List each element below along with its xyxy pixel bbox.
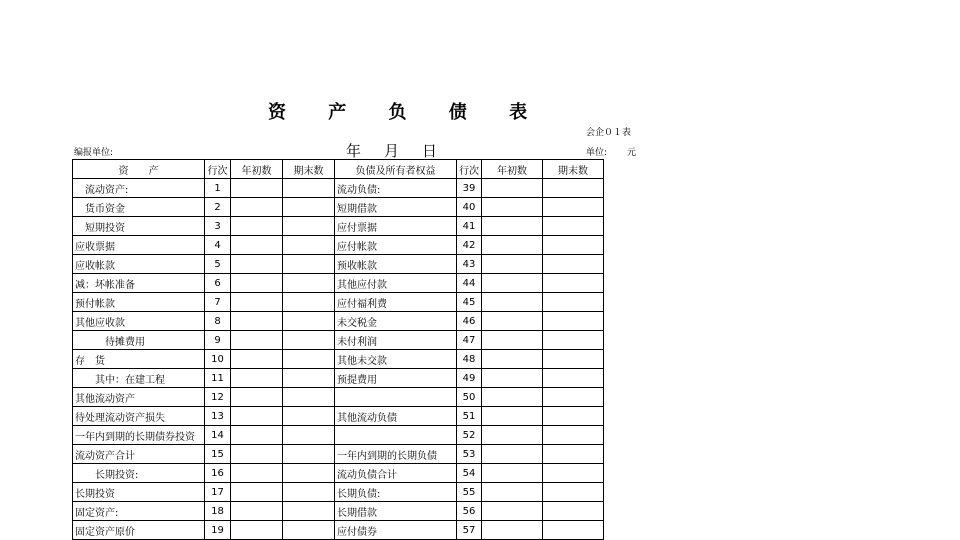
liability-cell[interactable]: 预提费用 <box>335 369 457 388</box>
liability-end-balance-cell[interactable] <box>543 217 604 236</box>
asset-cell[interactable]: 预付帐款 <box>73 293 205 312</box>
end-balance-cell[interactable] <box>283 274 335 293</box>
begin-balance-cell[interactable] <box>231 445 283 464</box>
table-row <box>73 483 604 502</box>
liability-end-balance-cell[interactable] <box>543 502 604 521</box>
begin-balance-cell[interactable] <box>231 274 283 293</box>
begin-balance-cell[interactable] <box>231 521 283 540</box>
liability-cell[interactable]: 流动负债: <box>335 179 457 198</box>
row-no-cell[interactable]: 11 <box>205 369 231 388</box>
liability-begin-balance-cell[interactable] <box>482 445 543 464</box>
liability-begin-balance-cell[interactable] <box>482 293 543 312</box>
liability-row-no-cell[interactable]: 39 <box>457 179 482 198</box>
asset-cell[interactable]: 其他应收款 <box>73 312 205 331</box>
end-balance-cell[interactable] <box>283 198 335 217</box>
row-no-cell[interactable]: 8 <box>205 312 231 331</box>
liability-end-balance-cell[interactable] <box>543 179 604 198</box>
end-balance-cell[interactable] <box>283 331 335 350</box>
liability-begin-balance-cell[interactable] <box>482 502 543 521</box>
liability-cell[interactable]: 其他流动负债 <box>335 407 457 426</box>
form-number: 会企０１表 <box>586 128 632 138</box>
table-row <box>73 236 604 255</box>
reporting-unit-label: 编报单位: <box>74 148 114 158</box>
row-no-cell[interactable]: 4 <box>205 236 231 255</box>
header-row-no[interactable]: 行次 <box>205 160 231 179</box>
liability-cell[interactable]: 应付福利费 <box>335 293 457 312</box>
end-balance-cell[interactable] <box>283 388 335 407</box>
liability-end-balance-cell[interactable] <box>543 464 604 483</box>
end-balance-cell[interactable] <box>283 464 335 483</box>
begin-balance-cell[interactable] <box>231 255 283 274</box>
liability-cell[interactable]: 应付票据 <box>335 217 457 236</box>
sheet-title: 资 产 负 债 表 <box>268 102 546 123</box>
liability-begin-balance-cell[interactable] <box>482 255 543 274</box>
liability-begin-balance-cell[interactable] <box>482 388 543 407</box>
liability-begin-balance-cell[interactable] <box>482 217 543 236</box>
balance-sheet-table <box>72 159 604 540</box>
liability-end-balance-cell[interactable] <box>543 255 604 274</box>
begin-balance-cell[interactable] <box>231 293 283 312</box>
table-row <box>73 331 604 350</box>
date-line: 年 月 日 <box>346 142 442 160</box>
row-no-cell[interactable]: 2 <box>205 198 231 217</box>
asset-cell[interactable]: 一年内到期的长期债券投资 <box>73 426 205 445</box>
row-no-cell[interactable]: 3 <box>205 217 231 236</box>
liability-row-no-cell[interactable]: 56 <box>457 502 482 521</box>
liability-row-no-cell[interactable]: 50 <box>457 388 482 407</box>
asset-cell[interactable]: 固定资产原价 <box>73 521 205 540</box>
asset-cell[interactable]: 货币资金 <box>73 198 205 217</box>
liability-end-balance-cell[interactable] <box>543 350 604 369</box>
end-balance-cell[interactable] <box>283 312 335 331</box>
table-row <box>73 179 604 198</box>
end-balance-cell[interactable] <box>283 350 335 369</box>
header-row <box>73 160 604 179</box>
liability-begin-balance-cell[interactable] <box>482 331 543 350</box>
liability-begin-balance-cell[interactable] <box>482 426 543 445</box>
liability-begin-balance-cell[interactable] <box>482 464 543 483</box>
begin-balance-cell[interactable] <box>231 179 283 198</box>
liability-row-no-cell[interactable]: 55 <box>457 483 482 502</box>
liability-begin-balance-cell[interactable] <box>482 312 543 331</box>
currency-unit-label: 单位: <box>586 148 608 158</box>
row-no-cell[interactable]: 18 <box>205 502 231 521</box>
row-no-cell[interactable]: 1 <box>205 179 231 198</box>
end-balance-cell[interactable] <box>283 179 335 198</box>
end-balance-cell[interactable] <box>283 521 335 540</box>
liability-begin-balance-cell[interactable] <box>482 236 543 255</box>
begin-balance-cell[interactable] <box>231 236 283 255</box>
begin-balance-cell[interactable] <box>231 331 283 350</box>
row-no-cell[interactable]: 14 <box>205 426 231 445</box>
liability-row-no-cell[interactable]: 45 <box>457 293 482 312</box>
row-no-cell[interactable]: 9 <box>205 331 231 350</box>
asset-cell[interactable]: 待处理流动资产损失 <box>73 407 205 426</box>
liability-end-balance-cell[interactable] <box>543 236 604 255</box>
liability-begin-balance-cell[interactable] <box>482 407 543 426</box>
end-balance-cell[interactable] <box>283 426 335 445</box>
begin-balance-cell[interactable] <box>231 388 283 407</box>
liability-cell[interactable] <box>335 426 457 445</box>
liability-row-no-cell[interactable]: 47 <box>457 331 482 350</box>
liability-end-balance-cell[interactable] <box>543 426 604 445</box>
row-no-cell[interactable]: 12 <box>205 388 231 407</box>
asset-cell[interactable]: 其中：在建工程 <box>73 369 205 388</box>
header-begin-balance[interactable]: 年初数 <box>231 160 283 179</box>
begin-balance-cell[interactable] <box>231 198 283 217</box>
liability-row-no-cell[interactable]: 43 <box>457 255 482 274</box>
liability-cell[interactable]: 预收帐款 <box>335 255 457 274</box>
liability-end-balance-cell[interactable] <box>543 445 604 464</box>
liability-end-balance-cell[interactable] <box>543 274 604 293</box>
liability-cell[interactable]: 短期借款 <box>335 198 457 217</box>
liability-row-no-cell[interactable]: 54 <box>457 464 482 483</box>
liability-end-balance-cell[interactable] <box>543 521 604 540</box>
end-balance-cell[interactable] <box>283 483 335 502</box>
currency-unit-value: 元 <box>627 148 637 158</box>
row-no-cell[interactable]: 17 <box>205 483 231 502</box>
table-row <box>73 426 604 445</box>
header-begin-balance-2[interactable]: 年初数 <box>482 160 543 179</box>
liability-row-no-cell[interactable]: 53 <box>457 445 482 464</box>
header-row-no-2[interactable]: 行次 <box>457 160 482 179</box>
liability-end-balance-cell[interactable] <box>543 388 604 407</box>
table-row <box>73 388 604 407</box>
row-no-cell[interactable]: 6 <box>205 274 231 293</box>
end-balance-cell[interactable] <box>283 445 335 464</box>
row-no-cell[interactable]: 19 <box>205 521 231 540</box>
liability-row-no-cell[interactable]: 49 <box>457 369 482 388</box>
asset-cell[interactable]: 应收票据 <box>73 236 205 255</box>
row-no-cell[interactable]: 5 <box>205 255 231 274</box>
begin-balance-cell[interactable] <box>231 502 283 521</box>
table-row <box>73 350 604 369</box>
header-end-balance-2[interactable]: 期末数 <box>543 160 604 179</box>
row-no-cell[interactable]: 13 <box>205 407 231 426</box>
end-balance-cell[interactable] <box>283 502 335 521</box>
header-assets[interactable]: 资 产 <box>73 160 205 179</box>
row-no-cell[interactable]: 7 <box>205 293 231 312</box>
liability-row-no-cell[interactable]: 48 <box>457 350 482 369</box>
liability-end-balance-cell[interactable] <box>543 407 604 426</box>
begin-balance-cell[interactable] <box>231 217 283 236</box>
begin-balance-cell[interactable] <box>231 312 283 331</box>
end-balance-cell[interactable] <box>283 293 335 312</box>
liability-end-balance-cell[interactable] <box>543 293 604 312</box>
asset-cell[interactable]: 减：坏帐准备 <box>73 274 205 293</box>
liability-cell[interactable]: 长期负债: <box>335 483 457 502</box>
liability-cell[interactable]: 未交税金 <box>335 312 457 331</box>
asset-cell[interactable]: 应收帐款 <box>73 255 205 274</box>
row-no-cell[interactable]: 15 <box>205 445 231 464</box>
asset-cell[interactable]: 流动资产: <box>73 179 205 198</box>
liability-cell[interactable]: 应付帐款 <box>335 236 457 255</box>
liability-cell[interactable]: 长期借款 <box>335 502 457 521</box>
table-row <box>73 312 604 331</box>
end-balance-cell[interactable] <box>283 217 335 236</box>
liability-end-balance-cell[interactable] <box>543 483 604 502</box>
liability-begin-balance-cell[interactable] <box>482 198 543 217</box>
table-row <box>73 293 604 312</box>
liability-end-balance-cell[interactable] <box>543 369 604 388</box>
liability-row-no-cell[interactable]: 46 <box>457 312 482 331</box>
end-balance-cell[interactable] <box>283 255 335 274</box>
liability-begin-balance-cell[interactable] <box>482 350 543 369</box>
asset-cell[interactable]: 待摊费用 <box>73 331 205 350</box>
liability-row-no-cell[interactable]: 44 <box>457 274 482 293</box>
liability-cell[interactable]: 其他未交款 <box>335 350 457 369</box>
end-balance-cell[interactable] <box>283 407 335 426</box>
asset-cell[interactable]: 长期投资 <box>73 483 205 502</box>
liability-row-no-cell[interactable]: 40 <box>457 198 482 217</box>
asset-cell[interactable]: 存 货 <box>73 350 205 369</box>
table-row <box>73 217 604 236</box>
asset-cell[interactable]: 流动资产合计 <box>73 445 205 464</box>
begin-balance-cell[interactable] <box>231 407 283 426</box>
end-balance-cell[interactable] <box>283 236 335 255</box>
table-row <box>73 274 604 293</box>
row-no-cell[interactable]: 16 <box>205 464 231 483</box>
liability-end-balance-cell[interactable] <box>543 331 604 350</box>
liability-end-balance-cell[interactable] <box>543 312 604 331</box>
table-row <box>73 445 604 464</box>
liability-begin-balance-cell[interactable] <box>482 483 543 502</box>
liability-cell[interactable]: 未付利润 <box>335 331 457 350</box>
liability-cell[interactable]: 其他应付款 <box>335 274 457 293</box>
table-row <box>73 198 604 217</box>
begin-balance-cell[interactable] <box>231 426 283 445</box>
liability-begin-balance-cell[interactable] <box>482 521 543 540</box>
liability-row-no-cell[interactable]: 41 <box>457 217 482 236</box>
liability-cell[interactable]: 一年内到期的长期负债 <box>335 445 457 464</box>
header-liabilities-equity[interactable]: 负债及所有者权益 <box>335 160 457 179</box>
table-row <box>73 521 604 540</box>
asset-cell[interactable]: 固定资产: <box>73 502 205 521</box>
liability-begin-balance-cell[interactable] <box>482 274 543 293</box>
end-balance-cell[interactable] <box>283 369 335 388</box>
row-no-cell[interactable]: 10 <box>205 350 231 369</box>
liability-row-no-cell[interactable]: 51 <box>457 407 482 426</box>
asset-cell[interactable]: 长期投资: <box>73 464 205 483</box>
table-row <box>73 369 604 388</box>
liability-cell[interactable] <box>335 388 457 407</box>
asset-cell[interactable]: 其他流动资产 <box>73 388 205 407</box>
table-row <box>73 464 604 483</box>
table-row <box>73 502 604 521</box>
header-end-balance[interactable]: 期末数 <box>283 160 335 179</box>
liability-begin-balance-cell[interactable] <box>482 179 543 198</box>
begin-balance-cell[interactable] <box>231 369 283 388</box>
begin-balance-cell[interactable] <box>231 483 283 502</box>
liability-begin-balance-cell[interactable] <box>482 369 543 388</box>
begin-balance-cell[interactable] <box>231 464 283 483</box>
liability-cell[interactable]: 应付债券 <box>335 521 457 540</box>
table-row <box>73 407 604 426</box>
liability-row-no-cell[interactable]: 57 <box>457 521 482 540</box>
liability-cell[interactable]: 流动负债合计 <box>335 464 457 483</box>
asset-cell[interactable]: 短期投资 <box>73 217 205 236</box>
table-row <box>73 255 604 274</box>
liability-row-no-cell[interactable]: 42 <box>457 236 482 255</box>
begin-balance-cell[interactable] <box>231 350 283 369</box>
liability-row-no-cell[interactable]: 52 <box>457 426 482 445</box>
liability-end-balance-cell[interactable] <box>543 198 604 217</box>
currency-unit <box>586 145 636 158</box>
